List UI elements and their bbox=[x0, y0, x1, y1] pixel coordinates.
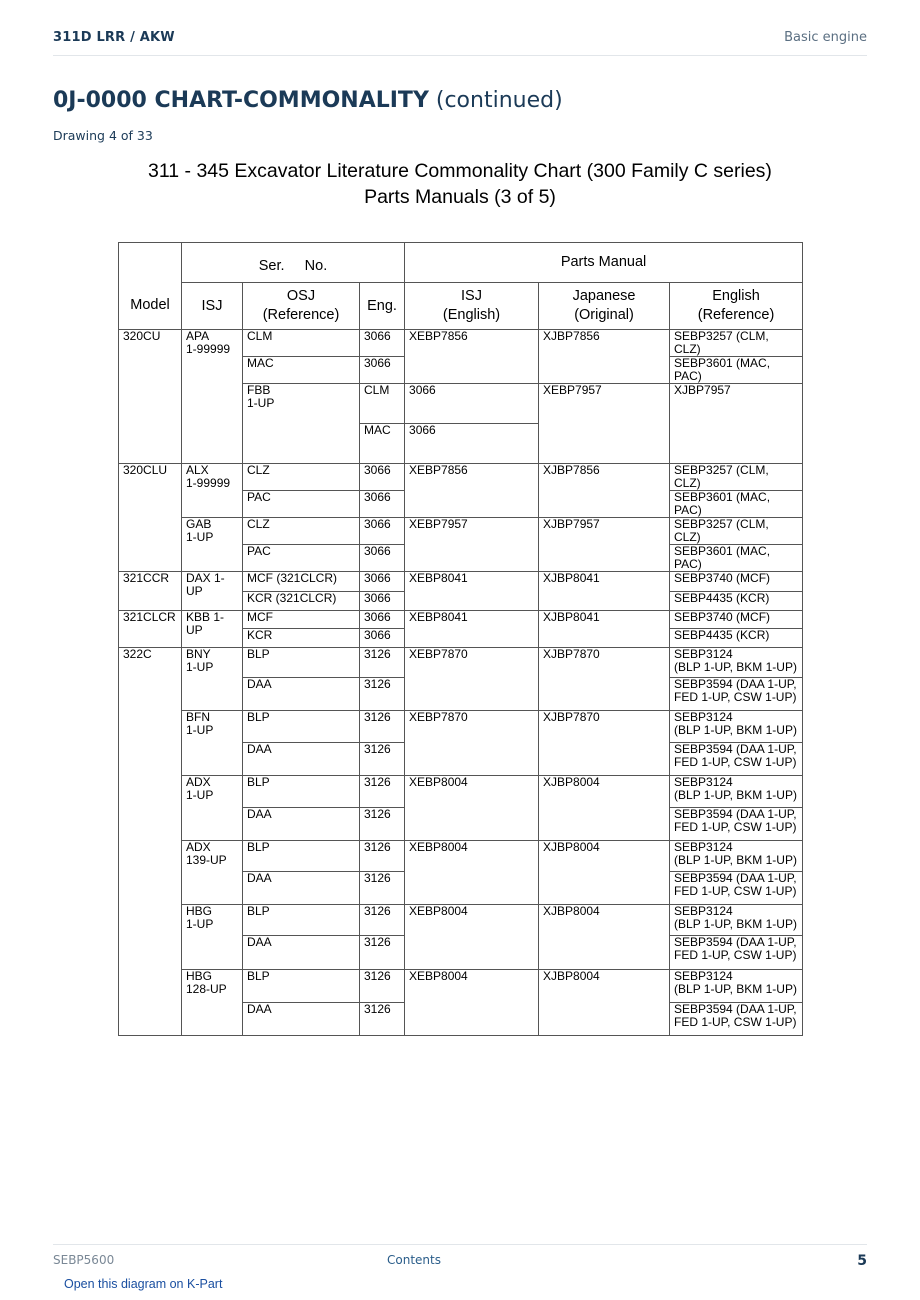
isj-serial-cell: BNY 1-UP bbox=[182, 648, 243, 711]
english-manual-cell: SEBP3594 (DAA 1-UP, FED 1-UP, CSW 1-UP) bbox=[670, 743, 803, 776]
isj-serial-cell: FBB 1-UP bbox=[243, 384, 360, 464]
isj-serial-cell: ADX 139-UP bbox=[182, 841, 243, 905]
header-english-sub: (Reference) bbox=[697, 307, 775, 323]
isj-english-manual-cell: XEBP7957 bbox=[539, 384, 670, 464]
osj-cell: DAA bbox=[243, 808, 360, 841]
header-pm-isj-label: ISJ bbox=[461, 288, 482, 304]
osj-cell: BLP bbox=[243, 970, 360, 1003]
osj-cell: KCR bbox=[243, 629, 360, 648]
isj-english-manual-cell: XEBP7957 bbox=[405, 518, 539, 572]
english-manual-cell: SEBP3740 (MCF) bbox=[670, 611, 803, 629]
chart-title-line-1: 311 - 345 Excavator Literature Commonality Chart (300 Family C series) bbox=[148, 160, 772, 182]
english-manual-cell: SEBP3257 (CLM, CLZ) bbox=[670, 518, 803, 545]
japanese-manual-cell: XJBP7870 bbox=[539, 711, 670, 776]
header-section: Basic engine bbox=[784, 30, 867, 45]
english-manual-cell: SEBP3124 (BLP 1-UP, BKM 1-UP) bbox=[670, 841, 803, 872]
isj-serial-cell: GAB 1-UP bbox=[182, 518, 243, 572]
english-manual-cell: SEBP3257 (CLM, CLZ) bbox=[670, 464, 803, 491]
header-osj-label: OSJ bbox=[286, 288, 316, 304]
osj-cell: DAA bbox=[243, 678, 360, 711]
header-pm-isj bbox=[405, 283, 539, 330]
engine-cell: 3066 bbox=[360, 357, 405, 384]
engine-cell: 3066 bbox=[405, 384, 539, 424]
english-manual-cell: SEBP4435 (KCR) bbox=[670, 629, 803, 648]
osj-cell: MAC bbox=[360, 424, 405, 464]
footer-divider bbox=[53, 1244, 867, 1245]
osj-cell: BLP bbox=[243, 776, 360, 808]
footer-doc-number: SEBP5600 bbox=[53, 1253, 115, 1267]
table-row bbox=[119, 776, 803, 808]
table-row bbox=[119, 330, 803, 357]
osj-cell: DAA bbox=[243, 872, 360, 905]
header-model: Model bbox=[119, 243, 182, 330]
engine-cell: 3126 bbox=[360, 841, 405, 872]
osj-cell: CLZ bbox=[243, 518, 360, 545]
chart-title-line-2: Parts Manuals (3 of 5) bbox=[364, 186, 556, 208]
header-osj-ref: (Reference) bbox=[262, 307, 340, 323]
engine-cell: 3126 bbox=[360, 905, 405, 936]
isj-serial-cell: HBG 128-UP bbox=[182, 970, 243, 1036]
engine-cell: 3066 bbox=[360, 518, 405, 545]
osj-cell: PAC bbox=[243, 545, 360, 572]
isj-english-manual-cell: XEBP8004 bbox=[405, 905, 539, 970]
english-manual-cell: SEBP3594 (DAA 1-UP, FED 1-UP, CSW 1-UP) bbox=[670, 808, 803, 841]
model-cell: 320CLU bbox=[119, 464, 182, 572]
isj-serial-cell: DAX 1-UP bbox=[182, 572, 243, 611]
engine-cell: 3126 bbox=[360, 1003, 405, 1036]
header-japanese bbox=[539, 283, 670, 330]
engine-cell: 3126 bbox=[360, 711, 405, 743]
english-manual-cell: SEBP3594 (DAA 1-UP, FED 1-UP, CSW 1-UP) bbox=[670, 1003, 803, 1036]
table-row bbox=[119, 841, 803, 872]
header-parts-manual: Parts Manual bbox=[405, 243, 803, 283]
osj-cell: MAC bbox=[243, 357, 360, 384]
isj-serial-cell: KBB 1-UP bbox=[182, 611, 243, 648]
model-cell: 321CLCR bbox=[119, 611, 182, 648]
osj-cell: PAC bbox=[243, 491, 360, 518]
header-osj bbox=[243, 283, 360, 330]
engine-cell: 3066 bbox=[360, 464, 405, 491]
japanese-manual-cell: XJBP8004 bbox=[539, 970, 670, 1036]
isj-english-manual-cell: XEBP8004 bbox=[405, 776, 539, 841]
header-pm-isj-sub: (English) bbox=[442, 307, 501, 323]
table-row bbox=[119, 464, 803, 491]
header-row-2 bbox=[119, 283, 803, 330]
engine-cell: 3066 bbox=[360, 629, 405, 648]
header-eng: Eng. bbox=[360, 283, 405, 330]
table-row bbox=[119, 711, 803, 743]
contents-link[interactable]: Contents bbox=[387, 1253, 441, 1267]
japanese-manual-cell: XJBP8041 bbox=[539, 572, 670, 611]
osj-cell: MCF (321CLCR) bbox=[243, 572, 360, 592]
isj-serial-cell: ALX 1-99999 bbox=[182, 464, 243, 518]
japanese-manual-cell: XJBP7856 bbox=[539, 330, 670, 384]
isj-english-manual-cell: XEBP8004 bbox=[405, 841, 539, 905]
english-manual-cell: SEBP3124 (BLP 1-UP, BKM 1-UP) bbox=[670, 970, 803, 1003]
header-isj: ISJ bbox=[182, 283, 243, 330]
japanese-manual-cell: XJBP7870 bbox=[539, 648, 670, 711]
japanese-manual-cell: XJBP7856 bbox=[539, 464, 670, 518]
english-manual-cell: SEBP3601 (MAC, PAC) bbox=[670, 491, 803, 518]
engine-cell: 3126 bbox=[360, 776, 405, 808]
osj-cell: BLP bbox=[243, 711, 360, 743]
osj-cell: DAA bbox=[243, 1003, 360, 1036]
engine-cell: 3126 bbox=[360, 808, 405, 841]
table-row bbox=[119, 611, 803, 629]
isj-english-manual-cell: XEBP8004 bbox=[405, 970, 539, 1036]
isj-english-manual-cell: XEBP7856 bbox=[405, 330, 539, 384]
english-manual-cell: SEBP3594 (DAA 1-UP, FED 1-UP, CSW 1-UP) bbox=[670, 936, 803, 970]
english-manual-cell: SEBP3601 (MAC, PAC) bbox=[670, 357, 803, 384]
japanese-manual-cell: XJBP8004 bbox=[539, 905, 670, 970]
japanese-manual-cell: XJBP7957 bbox=[670, 384, 803, 464]
header-japanese-label: Japanese bbox=[572, 288, 636, 304]
engine-cell: 3066 bbox=[360, 572, 405, 592]
header-model: 311D LRR / AKW bbox=[53, 30, 175, 45]
japanese-manual-cell: XJBP8004 bbox=[539, 841, 670, 905]
english-manual-cell: SEBP3124 (BLP 1-UP, BKM 1-UP) bbox=[670, 905, 803, 936]
osj-cell: DAA bbox=[243, 936, 360, 970]
japanese-manual-cell: XJBP8004 bbox=[539, 776, 670, 841]
english-manual-cell: SEBP3594 (DAA 1-UP, FED 1-UP, CSW 1-UP) bbox=[670, 872, 803, 905]
isj-serial-cell: BFN 1-UP bbox=[182, 711, 243, 776]
english-manual-cell: SEBP3124 (BLP 1-UP, BKM 1-UP) bbox=[670, 776, 803, 808]
table-row bbox=[119, 648, 803, 678]
osj-cell: CLM bbox=[243, 330, 360, 357]
header-english-label: English bbox=[712, 288, 760, 304]
english-manual-cell: SEBP3257 (CLM, CLZ) bbox=[670, 330, 803, 357]
osj-cell: KCR (321CLCR) bbox=[243, 592, 360, 611]
table-row bbox=[119, 572, 803, 592]
header-ser-no: Ser. No. bbox=[182, 243, 405, 283]
english-manual-cell: SEBP3740 (MCF) bbox=[670, 572, 803, 592]
isj-serial-cell: HBG 1-UP bbox=[182, 905, 243, 970]
osj-cell: BLP bbox=[243, 905, 360, 936]
page-number: 5 bbox=[857, 1253, 867, 1269]
isj-serial-cell: APA 1-99999 bbox=[182, 330, 243, 464]
engine-cell: 3126 bbox=[360, 678, 405, 711]
english-manual-cell: SEBP3601 (MAC, PAC) bbox=[670, 545, 803, 572]
isj-english-manual-cell: XEBP7856 bbox=[405, 464, 539, 518]
page-title-code: 0J-0000 CHART-COMMONALITY bbox=[53, 88, 429, 113]
engine-cell: 3066 bbox=[360, 491, 405, 518]
osj-cell: DAA bbox=[243, 743, 360, 776]
engine-cell: 3066 bbox=[360, 330, 405, 357]
japanese-manual-cell: XJBP8041 bbox=[539, 611, 670, 648]
commonality-table bbox=[118, 242, 803, 1036]
header-row-1 bbox=[119, 243, 803, 283]
osj-cell: CLM bbox=[360, 384, 405, 424]
table-row bbox=[119, 905, 803, 936]
engine-cell: 3126 bbox=[360, 970, 405, 1003]
isj-english-manual-cell: XEBP7870 bbox=[405, 711, 539, 776]
engine-cell: 3126 bbox=[360, 743, 405, 776]
engine-cell: 3126 bbox=[360, 648, 405, 678]
english-manual-cell: SEBP3124 (BLP 1-UP, BKM 1-UP) bbox=[670, 648, 803, 678]
osj-cell: BLP bbox=[243, 648, 360, 678]
engine-cell: 3066 bbox=[405, 424, 539, 464]
model-cell: 320CU bbox=[119, 330, 182, 464]
kpart-link[interactable]: Open this diagram on K-Part bbox=[64, 1277, 223, 1291]
japanese-manual-cell: XJBP7957 bbox=[539, 518, 670, 572]
engine-cell: 3066 bbox=[360, 592, 405, 611]
header-english bbox=[670, 283, 803, 330]
english-manual-cell: SEBP3124 (BLP 1-UP, BKM 1-UP) bbox=[670, 711, 803, 743]
isj-english-manual-cell: XEBP8041 bbox=[405, 611, 539, 648]
isj-serial-cell: ADX 1-UP bbox=[182, 776, 243, 841]
table-row bbox=[119, 970, 803, 1003]
english-manual-cell: SEBP3594 (DAA 1-UP, FED 1-UP, CSW 1-UP) bbox=[670, 678, 803, 711]
isj-english-manual-cell: XEBP7870 bbox=[405, 648, 539, 711]
model-cell: 322C bbox=[119, 648, 182, 1036]
table-row bbox=[119, 518, 803, 545]
engine-cell: 3126 bbox=[360, 936, 405, 970]
osj-cell: CLZ bbox=[243, 464, 360, 491]
engine-cell: 3066 bbox=[360, 545, 405, 572]
osj-cell: MCF bbox=[243, 611, 360, 629]
model-cell: 321CCR bbox=[119, 572, 182, 611]
drawing-counter: Drawing 4 of 33 bbox=[53, 128, 153, 143]
engine-cell: 3066 bbox=[360, 611, 405, 629]
header-japanese-sub: (Original) bbox=[574, 307, 634, 323]
isj-english-manual-cell: XEBP8041 bbox=[405, 572, 539, 611]
engine-cell: 3126 bbox=[360, 872, 405, 905]
osj-cell: BLP bbox=[243, 841, 360, 872]
page-title-suffix: (continued) bbox=[435, 88, 563, 113]
english-manual-cell: SEBP4435 (KCR) bbox=[670, 592, 803, 611]
